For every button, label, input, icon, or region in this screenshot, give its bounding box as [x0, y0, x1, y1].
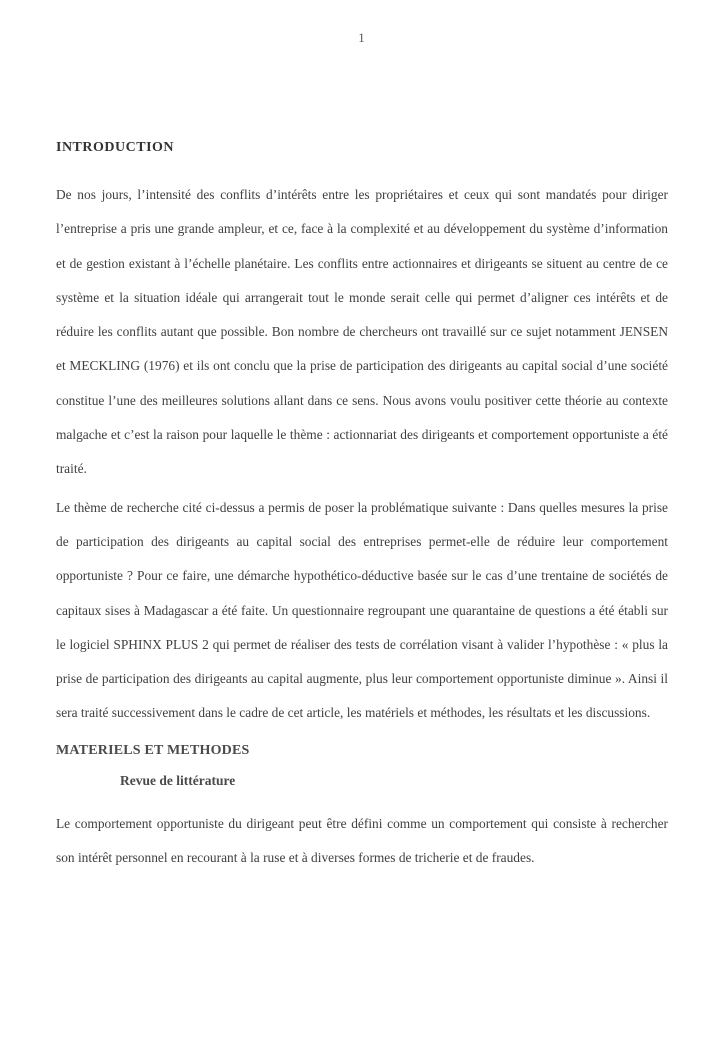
introduction-paragraph-2: Le thème de recherche cité ci-dessus a permis de poser la problématique suivante : Dans quelles mesures la prise de participation des dirigeants au capital social des entreprises permet-elle de réduire leur comportement opportuniste ? Pour ce faire, une démarche hypothético-déductive basée sur le cas d’une trentaine de sociétés de capitaux sises à Madagascar a été faite. Un questionnaire regroupant une quarantaine de questions a été établi sur le logiciel SPHINX PLUS 2 qui permet de réaliser des tests de corrélation visant à valider l’hypothèse : « plus la prise de participation des dirigeants au capital augmente, plus leur comportement opportuniste diminue ». Ainsi il sera traité successivement dans le cadre de cet article, les matériels et méthodes, les résultats et les discussions. [56, 499, 668, 721]
introduction-heading: INTRODUCTION [56, 140, 175, 155]
introduction-paragraph-1: De nos jours, l’intensité des conflits d’intérêts entre les propriétaires et ceux qui sont mandatés pour diriger l’entreprise a pris une grande ampleur, et ce, face à la complexité et au développement du système d’information et de gestion existant à l’échelle planétaire. Les conflits entre actionnaires et dirigeants se situent au centre de ce système et la situation idéale qui arrangerait tout le monde serait celle qui permet d’aligner ces intérêts et de réduire les conflits autant que possible. Bon nombre de chercheurs ont travaillé sur ce sujet notamment JENSEN et MECKLING (1976) et ils ont conclu que la prise de participation des dirigeants au capital social d’une société constitue l’une des meilleures solutions allant dans ce sens. Nous avons voulu positiver cette théorie au contexte malgache et c’est la raison pour laquelle le thème : actionnariat des dirigeants et comportement opportuniste a été traité. [56, 187, 668, 477]
literature-review-subheading: Revue de littérature [120, 772, 236, 788]
methods-paragraph-1: Le comportement opportuniste du dirigeant peut être défini comme un comportement qui consiste à rechercher son intérêt personnel en recourant à la ruse et à diverses formes de tricherie et de fraudes. [56, 815, 668, 866]
document-body [56, 140, 668, 879]
page-number: 1 [358, 30, 365, 45]
methods-heading: MATERIELS ET METHODES [56, 742, 250, 758]
